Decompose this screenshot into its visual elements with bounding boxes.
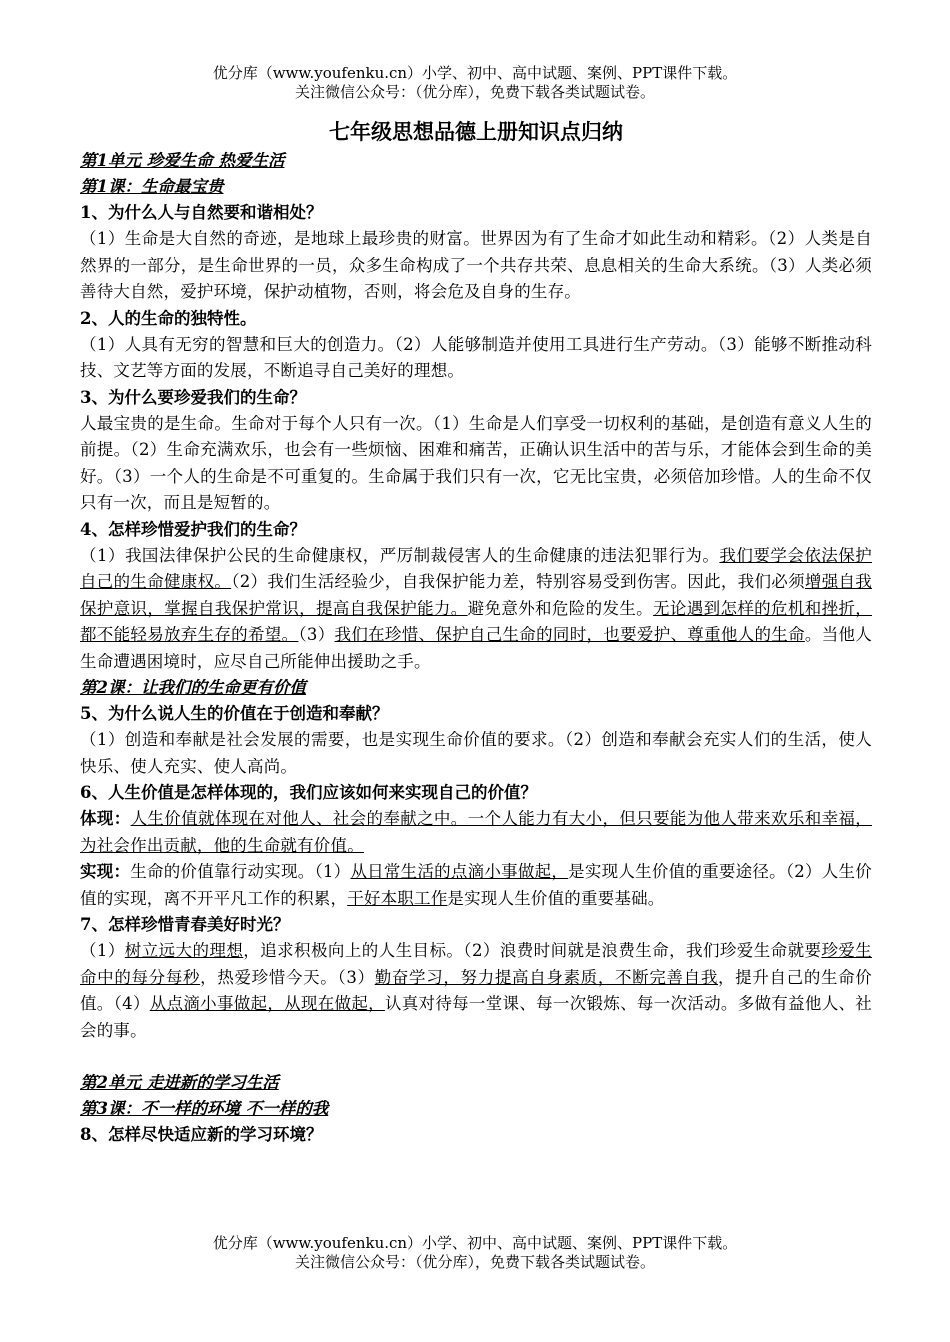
answer-4-key-4: 我们在珍惜、保护自己生命的同时，也要爱护、尊重他人的生命	[334, 625, 805, 644]
answer-5: （1）创造和奉献是社会发展的需要，也是实现生命价值的要求。（2）创造和奉献会充实人们的生活，使人快乐、使人充实、使人高尚。	[80, 730, 872, 776]
answer-4-text-4: （3）	[298, 625, 335, 644]
footer-line-1: 优分库（www.youfenku.cn）小学、初中、高中试题、案例、PPT课件下载。	[212, 1234, 738, 1252]
page-footer	[0, 1234, 950, 1272]
answer-7-text-2: ，追求积极向上的人生目标。（2）浪费时间就是浪费生命，我们珍爱生命就要	[243, 941, 822, 960]
answer-1: （1）生命是大自然的奇迹，是地球上最珍贵的财富。世界因为有了生命才如此生动和精彩。（2）人类是自然界的一部分，是生命世界的一员，众多生命构成了一个共存共荣、息息相关的生命大系统。（3）人类必须善待大自然，爱护环境，保护动植物，否则，将会危及自身的生存。	[80, 229, 872, 301]
answer-2: （1）人具有无穷的智慧和巨大的创造力。（2）人能够制造并使用工具进行生产劳动。（3）能够不断推动科技、文艺等方面的发展，不断追寻自己美好的理想。	[80, 334, 872, 380]
answer-6-embody	[80, 806, 872, 859]
answer-7-text-4: ，提升自己的生命价值。（4）	[80, 967, 873, 1013]
answer-4-text-5: 。当他人生命遭遇困境时，应尽自己所能伸出援助之手。	[80, 625, 872, 671]
footer-line-2: 关注微信公众号：（优分库），免费下载各类试题试卷。	[294, 1253, 655, 1271]
answer-4-key-1: 我们要学会依法保护自己的生命健康权。	[80, 545, 872, 591]
unit-heading-2: 第2单元 走进新的学习生活	[80, 1073, 279, 1092]
answer-6-label-realize: 实现：	[80, 862, 131, 881]
answer-7-text-5: 认真对待每一堂课、每一次锻炼、每一次活动。多做有益他人、社会的事。	[80, 994, 872, 1040]
answer-6-key-2: 从日常生活的点滴小事做起，	[350, 862, 569, 881]
question-3: 3、为什么要珍爱我们的生命？	[80, 387, 306, 407]
answer-6-key-1: 人生价值就体现在对他人、社会的奉献之中。一个人能力有大小，但只要能为他人带来欢乐和幸福，为社会作出贡献，他的生命就有价值。	[80, 809, 872, 855]
answer-7-key-3: 勤奋学习，努力提高自身素质，不断完善自我	[374, 967, 718, 987]
header-line-2: 关注微信公众号：（优分库），免费下载各类试题试卷。	[294, 83, 655, 101]
answer-4-text-2: （2）我们生活经验少，自我保护能力差，特别容易受到伤害。因此，我们必须	[231, 572, 805, 591]
answer-6-realize	[80, 859, 872, 912]
answer-6-key-3: 干好本职工作	[347, 888, 448, 908]
answer-6-label-embody: 体现：	[80, 809, 131, 828]
answer-7-key-1: 树立远大的理想	[124, 941, 244, 960]
document-title: 七年级思想品德上册知识点归纳	[329, 119, 623, 144]
question-5: 5、为什么说人生的价值在于创造和奉献？	[80, 704, 389, 723]
question-8: 8、怎样尽快适应新的学习环境？	[80, 1125, 323, 1144]
question-6: 6、人生价值是怎样体现的，我们应该如何来实现自己的价值？	[80, 783, 537, 802]
page-header	[0, 64, 950, 102]
question-7: 7、怎样珍惜青春美好时光？	[80, 915, 290, 934]
answer-6-text-2: 是实现人生价值的重要途径。（2）人生价值的实现，离不开平凡工作的积累，	[80, 862, 872, 908]
lesson-heading-2: 第2课：让我们的生命更有价值	[80, 678, 306, 697]
answer-3: 人最宝贵的是生命。生命对于每个人只有一次。（1）生命是人们享受一切权利的基础，是创造有意义人生的前提。（2）生命充满欢乐，也会有一些烦恼、困难和痛苦，正确认识生活中的苦与乐，才能体会到生命的美好。（3）一个人的生命是不可重复的。生命属于我们只有一次，它无比宝贵，必须倍加珍惜。人的生命不仅只有一次，而且是短暂的。	[80, 413, 872, 512]
answer-7-text-3: ，热爱珍惜今天。（3）	[200, 967, 375, 987]
answer-7-key-4: 从点滴小事做起，从现在做起，	[149, 994, 385, 1013]
answer-7	[80, 938, 872, 1044]
answer-4-key-2: 增强自我保护意识，掌握自我保护常识，提高自我保护能力。	[80, 572, 872, 618]
answer-4-key-3: 无论遇到怎样的危机和挫折，都不能轻易放弃生存的希望。	[80, 598, 872, 644]
unit-heading-1: 第1单元 珍爱生命 热爱生活	[80, 151, 285, 170]
answer-7-text-1: （1）	[80, 941, 125, 960]
question-1: 1、为什么人与自然要和谐相处？	[80, 203, 323, 222]
lesson-heading-1: 第1课：生命最宝贵	[80, 177, 224, 196]
answer-6-text-3: 是实现人生价值的重要基础。	[447, 888, 665, 908]
document-body	[80, 118, 872, 1148]
question-2: 2、人的生命的独特性。	[80, 308, 257, 328]
answer-6-text-1: 生命的价值靠行动实现。（1）	[130, 862, 351, 881]
section-spacer	[80, 1044, 872, 1070]
lesson-heading-3: 第3课：不一样的环境 不一样的我	[80, 1099, 329, 1118]
answer-4	[80, 543, 872, 676]
answer-4-text-3: 避免意外和危险的发生。	[467, 598, 654, 618]
answer-4-text-1: （1）我国法律保护公民的生命健康权，严厉制裁侵害人的生命健康的违法犯罪行为。	[80, 545, 720, 565]
header-line-1: 优分库（www.youfenku.cn）小学、初中、高中试题、案例、PPT课件下载。	[212, 64, 738, 82]
question-4: 4、怎样珍惜爱护我们的生命？	[80, 519, 306, 539]
answer-7-key-2: 珍爱生命中的每分每秒	[80, 941, 872, 987]
